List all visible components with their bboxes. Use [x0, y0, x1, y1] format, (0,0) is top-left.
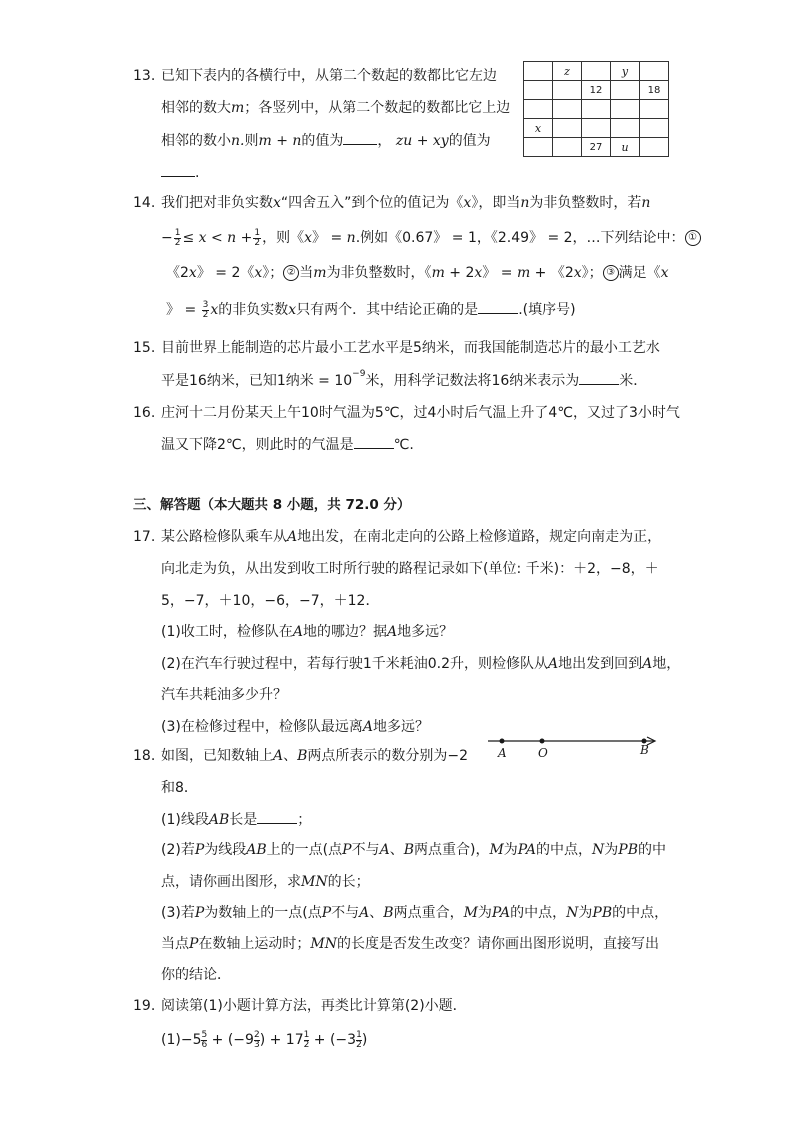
section-heading: 三、解答题（本大题共 8 小题，共 72.0 分） — [133, 497, 411, 513]
fraction: $\frac{1}{2}$ — [174, 227, 181, 248]
circled-number: ③ — [603, 265, 619, 281]
question-text: 已知下表内的各横行中，从第二个数起的数都比它左边 — [161, 68, 497, 84]
label-a: A — [498, 746, 507, 760]
grid-cell — [524, 62, 553, 81]
grid-cell: y — [611, 62, 640, 81]
grid-cell — [553, 81, 582, 100]
fraction: $\frac{3}{2}$ — [202, 299, 209, 320]
circled-number: ② — [283, 265, 299, 281]
question-text: (1)线段AB长是 ； — [161, 809, 311, 830]
grid-cell: 12 — [582, 81, 611, 100]
expression: (1)−5 $\frac{5}{6}$ + (−9 $\frac{2}{3}$ ) + 17 $\frac{1}{2}$ + (−3 $\frac{1}{2}$ ) — [161, 1029, 368, 1050]
grid-cell — [640, 62, 669, 81]
grid-cell: x — [524, 119, 553, 138]
question-text: 当点P在数轴上运动时；MN的长度是否发生改变？请你画出图形说明，直接写出 — [161, 936, 660, 952]
grid-cell — [582, 119, 611, 138]
question-text: (3)在检修过程中，检修队最远离A地多远？ — [161, 719, 429, 735]
question-text: 你的结论． — [161, 967, 231, 983]
grid-cell — [640, 100, 669, 119]
question-text: − $\frac{1}{2}$ ≤ x < n + $\frac{1}{2}$ ，则《x》 = n.例如《0.67》 = 1，《2.49》 = 2，…下列结论中： ① — [161, 228, 701, 248]
question-text: 阅读第(1)小题计算方法，再类比计算第(2)小题． — [161, 998, 467, 1014]
grid-cell — [611, 119, 640, 138]
question-number: 16. — [133, 405, 156, 421]
question-text: 如图，已知数轴上A、B两点所表示的数分别为−2 — [161, 748, 469, 764]
question-text: 和8． — [161, 780, 198, 796]
point-a — [500, 739, 505, 744]
point-o — [540, 739, 545, 744]
label-b: B — [640, 743, 649, 757]
question-text: 向北走为负，从出发到收工时所行驶的路程记录如下(单位: 千米)：＋2，−8，＋ — [161, 561, 659, 577]
answer-blank — [343, 130, 377, 145]
question-number: 18. — [133, 748, 156, 764]
grid-cell — [611, 81, 640, 100]
question-text: 》 = $\frac{3}{2}$ x的非负实数x只有两个．其中结论正确的是 .(填序号) — [166, 299, 576, 320]
grid-cell — [524, 81, 553, 100]
question-text: 某公路检修队乘车从A地出发，在南北走向的公路上检修道路，规定向南走为正， — [161, 529, 662, 545]
question-text: 相邻的数大m；各竖列中，从第二个数起的数都比它上边 — [161, 100, 511, 116]
question-text: (2)在汽车行驶过程中，若每行驶1千米耗油0.2升，则检修队从A地出发到回到A地， — [161, 656, 681, 672]
question-text: 点，请你画出图形，求MN的长； — [161, 874, 370, 890]
fraction: $\frac{1}{2}$ — [303, 1029, 310, 1050]
question-text: (1)收工时，检修队在A地的哪边？据A地多远？ — [161, 624, 454, 640]
question-text: (3)若P为数轴上的一点(点P不与A、B两点重合，M为PA的中点，N为PB的中点， — [161, 905, 669, 921]
grid-cell — [582, 100, 611, 119]
question-text: 5，−7，＋10，−6，−7，＋12． — [161, 593, 380, 609]
answer-blank — [161, 162, 195, 177]
fraction: $\frac{2}{3}$ — [253, 1029, 260, 1050]
question-text: 平是16纳米，已知1纳米 = $10^{-9}$米，用科学记数法将16纳米表示为 米． — [161, 369, 648, 389]
question-text: (2)若P为线段AB上的一点(点P不与A、B两点重合)，M为PA的中点，N为PB的中 — [161, 842, 667, 858]
question-number: 19. — [133, 998, 156, 1014]
grid-cell: 18 — [640, 81, 669, 100]
grid-cell — [524, 100, 553, 119]
answer-blank — [478, 299, 518, 314]
question-number: 14. — [133, 195, 156, 211]
question-text: 我们把对非负实数x“四舍五入”到个位的值记为《x》，即当n为非负整数时，若n — [161, 195, 651, 211]
question-text: 汽车共耗油多少升？ — [161, 687, 287, 703]
grid-cell: 27 — [582, 138, 611, 157]
circled-number: ① — [685, 230, 701, 246]
question-number: 17. — [133, 529, 156, 545]
grid-cell — [524, 138, 553, 157]
grid-cell — [640, 119, 669, 138]
fraction: $\frac{1}{2}$ — [254, 227, 261, 248]
fraction: $\frac{5}{6}$ — [201, 1029, 208, 1050]
grid-cell — [582, 62, 611, 81]
grid-cell — [611, 100, 640, 119]
grid-cell: z — [553, 62, 582, 81]
question-text: . — [161, 162, 199, 183]
question-number: 13. — [133, 68, 156, 84]
answer-blank — [354, 434, 394, 449]
question-text: 目前世界上能制造的芯片最小工艺水平是5纳米，而我国能制造芯片的最小工艺水 — [161, 340, 660, 356]
fraction: $\frac{1}{2}$ — [356, 1029, 362, 1050]
question-text: 庄河十二月份某天上午10时气温为5℃，过4小时后气温上升了4℃，又过了3小时气 — [161, 405, 680, 421]
number-line-figure — [484, 730, 664, 762]
grid-cell — [553, 119, 582, 138]
answer-blank — [257, 809, 297, 824]
grid-cell — [553, 100, 582, 119]
label-o: O — [538, 746, 548, 760]
answer-blank — [579, 370, 619, 385]
question-text: 温又下降2℃，则此时的气温是 ℃. — [161, 434, 414, 455]
question-text: 相邻的数小n.则m + n的值为 ， zu + xy的值为 — [161, 130, 491, 151]
number-grid-table — [523, 61, 669, 157]
question-text: 《2x》 = 2《x》； ② 当m为非负整数时，《m + 2x》 = m + 《2x》； ③ 满足《x — [166, 265, 669, 281]
grid-cell — [553, 138, 582, 157]
grid-cell — [640, 138, 669, 157]
grid-cell: u — [611, 138, 640, 157]
question-number: 15. — [133, 340, 156, 356]
